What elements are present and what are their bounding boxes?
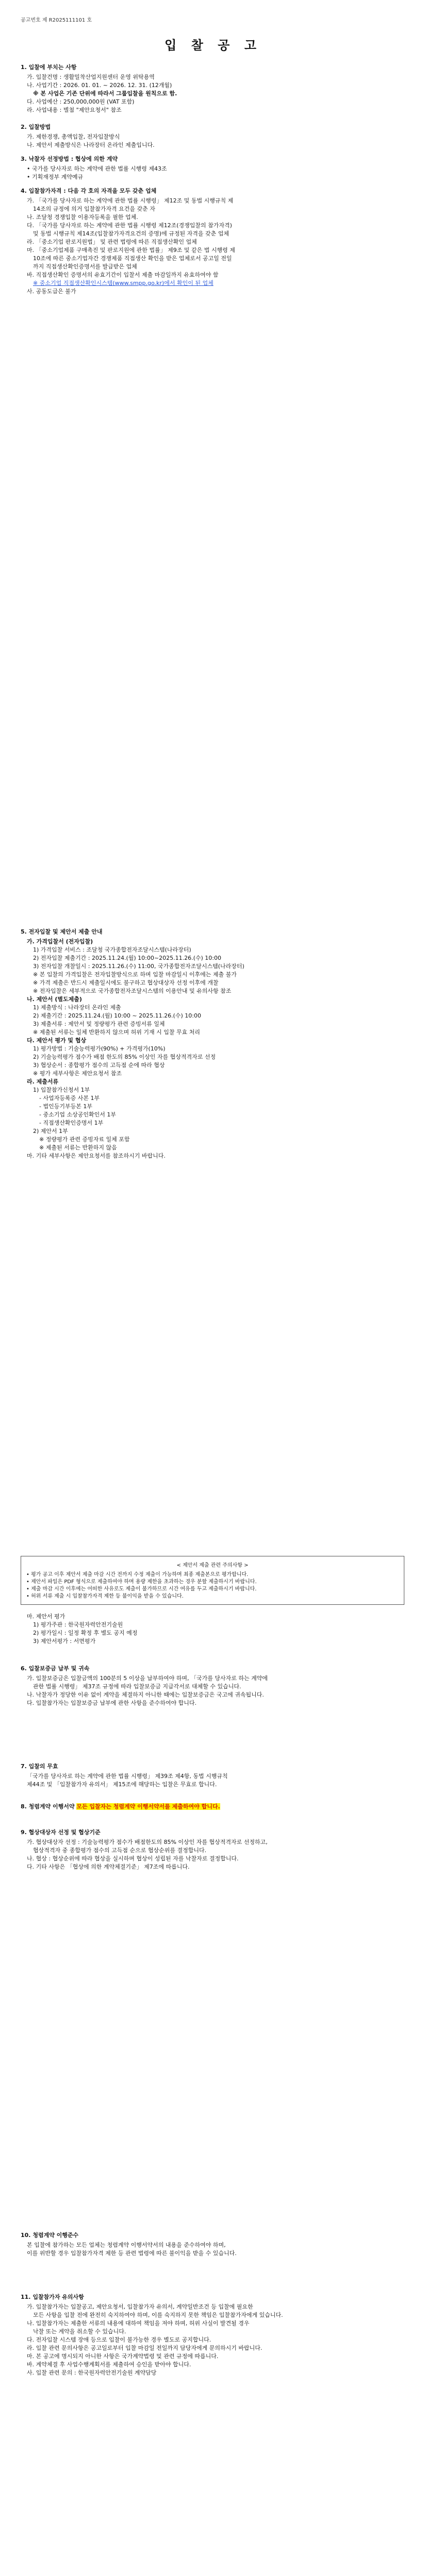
section-5-sub: 라. 제출서류: [27, 1078, 59, 1085]
section-4-line: 마. 「중소기업제품 구매촉진 및 판로지원에 관한 법률」 제9조 및 같은 법 시행령 제: [27, 247, 235, 253]
section-4-line: 바. 직접생산확인 증명서의 유효기간이 입찰서 제출 마감일까지 유효하여야 함: [27, 272, 219, 278]
section-4: [21, 187, 405, 296]
notice-line: • 제안서 파일은 PDF 형식으로 제출하여야 하며 용량 제한을 초과하는 경우 분할 제출하시기 바랍니다.: [26, 1579, 257, 1585]
section-5-line: ※ 본 입찰의 가격입찰은 전자입찰방식으로 하며 입찰 마감일시 이후에는 제출 불가: [33, 971, 237, 978]
section-5-sub: 나. 제안서 (별도제출): [27, 996, 82, 1003]
section-4-line: 까지 직접생산확인증명서를 발급받은 업체: [33, 263, 137, 270]
section-11-line: 다. 전자입찰 시스템 장애 등으로 입찰이 불가능한 경우 별도로 공지합니다.: [27, 2336, 211, 2343]
section-5-sub: 가. 가격입찰서 (전자입찰): [27, 938, 93, 945]
notice-line: • 제출 마감 시간 이후에는 어떠한 사유로도 제출이 불가하므로 시간 여유를 두고 제출하시기 바랍니다.: [26, 1586, 257, 1592]
section-5-line: - 법인등기부등본 1부: [39, 1103, 92, 1110]
section-4-line: 사. 공동도급은 불가: [27, 288, 76, 295]
section-2-line: 나. 제안서 제출방식은 나라장터 온라인 제출입니다.: [27, 142, 155, 148]
section-4-line: 10조에 따른 중소기업자간 경쟁제품 직접생산 확인을 받은 업체로서 공고일 전일: [33, 255, 232, 262]
section-5-line: 1) 가격입찰 서비스 : 조달청 국가종합전자조달시스템(나라장터): [33, 946, 191, 953]
section-5-line: 2) 기술능력평가 점수가 배점 한도의 85% 이상인 자를 협상적격자로 선정: [33, 1054, 216, 1060]
section-7-title: 7. 입찰의 무효: [21, 1763, 58, 1770]
section-11-line: 사. 입찰 관련 문의 : 한국원자력안전기술원 계약담당: [27, 2369, 157, 2376]
notice-heading: < 제안서 제출 관련 주의사항 >: [176, 1563, 249, 1568]
section-4-line: 다. 「국가를 당사자로 하는 계약에 관한 법률 시행령 제12조(경쟁입찰의 참가자격): [27, 222, 232, 229]
section-7-line: 제44조 및 「입찰참가자 유의서」 제15조에 해당하는 입찰은 무효로 합니다.: [27, 1781, 217, 1788]
section-11-title: 11. 입찰참가자 유의사항: [21, 2294, 84, 2300]
section-5-line: 2) 제출기간 : 2025.11.24.(월) 10:00 ~ 2025.11.26.(수) 10:00: [33, 1012, 201, 1019]
section-4-line: 14조의 규정에 의거 입찰참가자격 요건을 갖춘 자: [33, 206, 155, 212]
section-5-line: ※ 전자입찰은 세부적으로 국가종합전자조달시스템의 이용안내 및 유의사항 참조: [33, 988, 232, 994]
section-5-line: - 중소기업 소상공인확인서 1부: [39, 1111, 116, 1118]
section-11-line: 라. 입찰 관련 문의사항은 공고일로부터 입찰 마감일 전일까지 담당자에게 문의하시기 바랍니다.: [27, 2345, 263, 2351]
section-8-title: [21, 1802, 405, 1810]
section-10-title: 10. 청렴계약 이행준수: [21, 2232, 79, 2239]
section-3-title: 3. 낙찰자 선정방법 : 협상에 의한 계약: [21, 156, 118, 162]
section-1-line: 다. 사업예산 : 250,000,000원 (VAT 포함): [27, 98, 135, 105]
notice-line: • 허위 서류 제출 시 입찰참가자격 제한 등 불이익을 받을 수 있습니다.: [26, 1594, 184, 1599]
notice-box: [21, 1556, 404, 1605]
section-11-line: 마. 본 공고에 명시되지 아니한 사항은 국가계약법령 및 관련 규정에 따릅니다.: [27, 2353, 219, 2360]
section-2-title: 2. 입찰방법: [21, 124, 51, 130]
page-title: 입 찰 공 고: [165, 38, 261, 53]
section-9-title: 9. 협상대상자 선정 및 협상기준: [21, 1829, 101, 1836]
section-5-line: 1) 입찰참가신청서 1부: [33, 1087, 90, 1093]
section-6-line: 관한 법률 시행령」 제37조 규정에 따라 입찰보증금 지급각서로 대체할 수 있습니다.: [33, 1683, 241, 1690]
section-11-line: 낙찰 또는 계약을 취소할 수 있습니다.: [33, 2328, 126, 2335]
section-2: [21, 123, 405, 149]
section-11-line: 나. 입찰참가자는 제출한 서류의 내용에 대하여 책임을 져야 하며, 허위 사실이 발견될 경우: [27, 2320, 250, 2327]
section-11-line: 바. 계약체결 후 사업수행계획서를 제출하여 승인을 받아야 합니다.: [27, 2361, 191, 2368]
section-4-line: 나. 조달청 경쟁입찰 이용자등록을 필한 업체.: [27, 214, 138, 221]
section-8: [21, 1802, 405, 1812]
section-5-line: ※ 평가 세부사항은 제안요청서 참조: [33, 1070, 122, 1077]
section-6: [21, 1664, 405, 1707]
section-5-line: - 직접생산확인증명서 1부: [39, 1120, 104, 1126]
section-8-label: 8. 청렴계약 이행서약: [21, 1803, 75, 1810]
section-1-title: 1. 입찰에 부치는 사항: [21, 64, 77, 71]
evaluation-line: 마. 제안서 평가: [27, 1613, 65, 1620]
section-2-line: 가. 제한경쟁, 총액입찰, 전자입찰방식: [27, 133, 120, 140]
section-5-line: 3) 전자입찰 개찰일시 : 2025.11.26.(수) 11:00, 국가종합전자조달시스템(나라장터): [33, 963, 244, 970]
section-5-line: 1) 평가방법 : 기술능력평가(90%) + 가격평가(10%): [33, 1045, 166, 1052]
evaluation-line: 3) 제안서평가 : 서면평가: [33, 1638, 96, 1645]
section-1-line: 가. 입찰건명 : 생활밀착산업지원센터 운영 위탁용역: [27, 74, 155, 80]
section-4-line: 라. 「중소기업 판로지원법」 및 관련 법령에 따른 직접생산확인 업체: [27, 239, 197, 245]
section-5-line: ※ 제출된 서류는 일체 반환하지 않으며 허위 기재 시 입찰 무효 처리: [33, 1029, 200, 1036]
section-3: [21, 155, 405, 181]
section-5-line: 마. 기타 세부사항은 제안요청서를 참조하시기 바랍니다.: [27, 1153, 166, 1159]
notice-line: • 평가 공고 이후 제안서 제출 마감 시간 전까지 수정 제출이 가능하며 최종 제출본으로 평가합니다.: [26, 1572, 249, 1578]
section-5-line: 1) 제출방식 : 나라장터 온라인 제출: [33, 1004, 121, 1011]
section-10: [21, 2231, 405, 2258]
section-5: [21, 927, 405, 1160]
section-11-line: 모든 사항을 입찰 전에 완전히 숙지하여야 하며, 이를 숙지하지 못한 책임은 입찰참가자에게 있습니다.: [33, 2312, 283, 2318]
section-5-sub: 다. 제안서 평가 및 협상: [27, 1037, 87, 1044]
section-9: [21, 1828, 405, 1871]
section-7: [21, 1762, 405, 1789]
section-5-line: ※ 가격 제출은 반드시 제출일시에도 불구하고 협상대상자 선정 이후에 개찰: [33, 979, 219, 986]
section-5-line: ※ 정량평가 관련 증빙자료 일체 포함: [39, 1136, 130, 1143]
section-9-line: 가. 협상대상자 선정 : 기술능력평가 점수가 배점한도의 85% 이상인 자를 협상적격자로 선정하고,: [27, 1839, 268, 1845]
section-1-line: 나. 사업기간 : 2026. 01. 01. ~ 2026. 12. 31. (12개월): [27, 82, 172, 89]
section-5-line: 2) 제안서 1부: [33, 1128, 68, 1134]
section-3-line: • 국가를 당사자로 하는 계약에 관한 법률 시행령 제43조: [27, 165, 167, 172]
smpp-link[interactable]: ※ 중소기업 직접생산확인시스템(www.smpp.go.kr)에서 확인이 된 업체: [33, 280, 214, 286]
section-5-title: 5. 전자입찰 및 제안서 제출 안내: [21, 928, 103, 935]
section-5-line: - 사업자등록증 사본 1부: [39, 1095, 100, 1101]
section-10-line: 본 입찰에 참가하는 모든 업체는 청렴계약 이행서약서의 내용을 준수하여야 하며,: [27, 2242, 226, 2248]
section-4-line: 및 동법 시행규칙 제14조(입찰참가자격요건의 증명)에 규정된 자격을 갖춘 업체: [33, 230, 229, 237]
section-9-line: 다. 기타 사항은 「협상에 의한 계약체결기준」 제7조에 따릅니다.: [27, 1863, 190, 1870]
section-1: [21, 63, 405, 114]
section-6-title: 6. 입찰보증금 납부 및 귀속: [21, 1665, 90, 1672]
evaluation-line: 1) 평가주관 : 한국원자력안전기술원: [33, 1621, 123, 1628]
section-5-line: 2) 전자입찰 제출기간 : 2025.11.24.(월) 10:00~2025.11.26.(수) 10:00: [33, 955, 221, 961]
section-1-line: 라. 사업내용 : 별첨 "제안요청서" 참조: [27, 107, 122, 113]
section-7-line: 「국가를 당사자로 하는 계약에 관한 법률 시행령」 제39조 제4항, 동법 시행규칙: [27, 1773, 228, 1780]
section-8-highlight: 모든 입찰자는 청렴계약 이행서약서를 제출하여야 합니다.: [76, 1803, 220, 1810]
section-6-line: 나. 낙찰자가 정당한 이유 없이 계약을 체결하지 아니한 때에는 입찰보증금은 국고에 귀속됩니다.: [27, 1691, 264, 1698]
section-5-line: 3) 제출서류 : 제안서 및 정량평가 관련 증빙서류 일체: [33, 1021, 165, 1027]
section-5-line: ※ 제출된 서류는 반환하지 않음: [39, 1144, 117, 1151]
section-1-note: ※ 본 사업은 기존 단위에 따라서 그룹입찰을 원칙으로 함.: [33, 90, 177, 97]
section-11: [21, 2293, 405, 2377]
document-number: 공고번호 제 R2025111101 호: [21, 18, 92, 23]
section-6-line: 가. 입찰보증금은 입찰금액의 100분의 5 이상을 납부하여야 하며, 「국가를 당사자로 하는 계약에: [27, 1675, 268, 1682]
section-9-line: 협상적격자 중 종합평가 점수의 고득점 순으로 협상순위를 결정합니다.: [33, 1847, 207, 1854]
section-11-line: 가. 입찰참가자는 입찰공고, 제안요청서, 입찰참가자 유의서, 계약일반조건 등 입찰에 필요한: [27, 2303, 253, 2310]
section-4-title: 4. 입찰참가자격 : 다음 각 호의 자격을 모두 갖춘 업체: [21, 188, 157, 194]
evaluation-line: 2) 평가일시 : 일정 확정 후 별도 공지 예정: [33, 1630, 138, 1636]
section-4-line: 가. 「국가를 당사자로 하는 계약에 관한 법률 시행령」 제12조 및 동법 시행규칙 제: [27, 197, 234, 204]
section-6-line: 다. 입찰참가자는 입찰보증금 납부에 관한 사항을 준수하여야 합니다.: [27, 1700, 196, 1706]
section-3-line: • 기획재정부 계약예규: [27, 174, 84, 180]
section-9-line: 나. 협상 : 협상순위에 따라 협상을 실시하며 협상이 성립된 자를 낙찰자로 결정합니다.: [27, 1855, 239, 1862]
section-5-line: 3) 협상순서 : 종합평가 점수의 고득점 순에 따라 협상: [33, 1062, 165, 1069]
section-10-line: 이를 위반할 경우 입찰참가자격 제한 등 관련 법령에 따른 불이익을 받을 수 있습니다.: [27, 2250, 237, 2257]
evaluation-block: [21, 1613, 405, 1646]
